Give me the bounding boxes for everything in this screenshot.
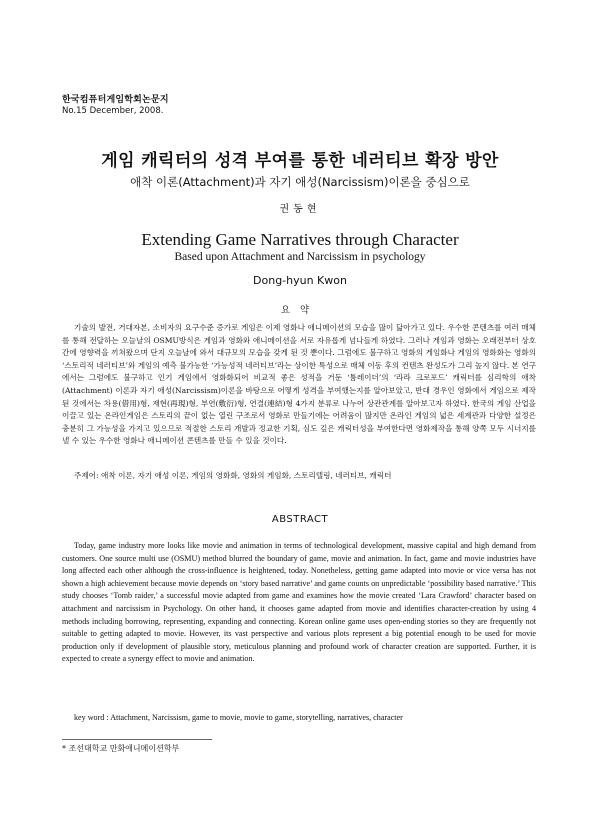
- author-korean: 권동현: [279, 204, 321, 215]
- subtitle-korean: 애착 이론(Attachment)과 자기 애성(Narcissism)이론을 중심으로: [130, 175, 470, 189]
- title-korean: 게임 캐릭터의 성격 부여를 통한 네러티브 확장 방안: [101, 151, 499, 171]
- abstract-korean: 기술의 발전, 거대자본, 소비자의 요구수준 증가로 게임은 이제 영화나 애니메이션의 모습을 많이 닮아가고 있다. 우수한 콘텐츠를 여러 매체를 통해 전달하는 오늘날의 OSMU방식은 게임과 영화와 애니메이션을 서로 자유롭게 넘나들게 하였다. 그러나 게임과 영화는 오래전부터 상호간에 영향력을 끼쳐왔으며 단지 오늘날에 와서 대규모의 모습을 갖게 된 것 뿐이다. 그럼에도 불구하고 영화의 게임화나 게임의 영화화는 영화의 ‘스토리적 네러티브’와 게임의 예측 불가능한 ‘가능성적 네러티브’라는 상이한 특성으로 매체 이동 후의 컨텐츠 완성도가 그리 높지 않다. 본 연구에서는 그럼에도 불구하고 인기 게임에서 영화화되어 비교적 좋은 성적을 거둔 ‘툼레이더’의 ‘라라 크로포드’ 캐릭터를 심리학의 애착(Attachment) 이론과 자기 애성(Narcissism)이론을 바탕으로 어떻게 성격을 부여했는지를 알아보았고, 반대 경우인 영화에서 게임으로 제작된 것에서는 차용(借用)형, 재현(再現)형, 부연(敷衍)형, 연결(連結)형 4가지 분류로 나누어 상관관계를 알아보고자 하였다. 한국의 게임 산업을 이끌고 있는 온라인게임은 스토리의 끝이 없는 열린 구조로서 영화로 만들기에는 어려움이 많지만 온라인 게임의 넓은 세계관과 다양한 설정은 충분히 그 가능성을 가지고 있으므로 적절한 스토리 개발과 정교한 기획, 심도 깊은 캐릭터성을 부여한다면 영화제작을 통해 양쪽 모두 시너지를 낼 수 있는 우수한 영화나 애니메이션 콘텐츠를 만들 수 있을 것이다.: [62, 323, 536, 446]
- abstract-english: Today, game industry more looks like movie and animation in terms of technological development, massive capital and high demand from customers. One source multi use (OSMU) method blurred the boundary of game, movie and animation. In fact, game and movie industries have long affected each other although the cross-influence is heightened, today. Nonetheless, getting game adapted into movie or vice versa has not shown a high achievement because movie depends on ‘story based narrative’ and game counts on unpredictable ‘possibility based narrative.’ This study chooses ‘Tomb raider,’ a successful movie adapted from game and examines how the movie created ‘Lara Crawford’ character based on attachment and narcissism in Psychology. On other hand, it chooses game adapted from movie and identifies character-creation by using 4 methods including borrowing, representing, expanding and connecting. Korean online game uses open-ending stories so they are frequently not suitable to getting adapted to movie. However, its vast perspective and various plots represent a big potential enough to be used for movie production only if development of plausible story, meticulous planning and profound work of character creation are supported. Further, it is expected to create a synergy effect to movie and animation.: [62, 541, 536, 664]
- footnote-affiliation: * 조선대학교 만화애니메이션학부: [62, 744, 180, 753]
- author-english: Dong-hyun Kwon: [253, 274, 347, 287]
- keywords-korean: 주제어: 애착 이론, 자기 애성 이론, 게임의 영화화, 영화의 게임화, 스토리텔링, 네러티브, 캐릭터: [74, 471, 392, 480]
- subtitle-english: Based upon Attachment and Narcissism in psychology: [174, 251, 426, 263]
- journal-issue: No.15 December, 2008.: [62, 106, 164, 116]
- abstract-english-heading: ABSTRACT: [271, 514, 329, 525]
- journal-header: [62, 92, 169, 116]
- footnote-divider: [62, 739, 212, 740]
- abstract-korean-heading: 요약: [280, 305, 320, 316]
- journal-name: 한국컴퓨터게임학회논문지: [62, 95, 169, 105]
- title-english: Extending Game Narratives through Character: [141, 230, 459, 249]
- keywords-english: key word : Attachment, Narcissism, game to movie, movie to game, storytelling, narratives, character: [74, 713, 403, 722]
